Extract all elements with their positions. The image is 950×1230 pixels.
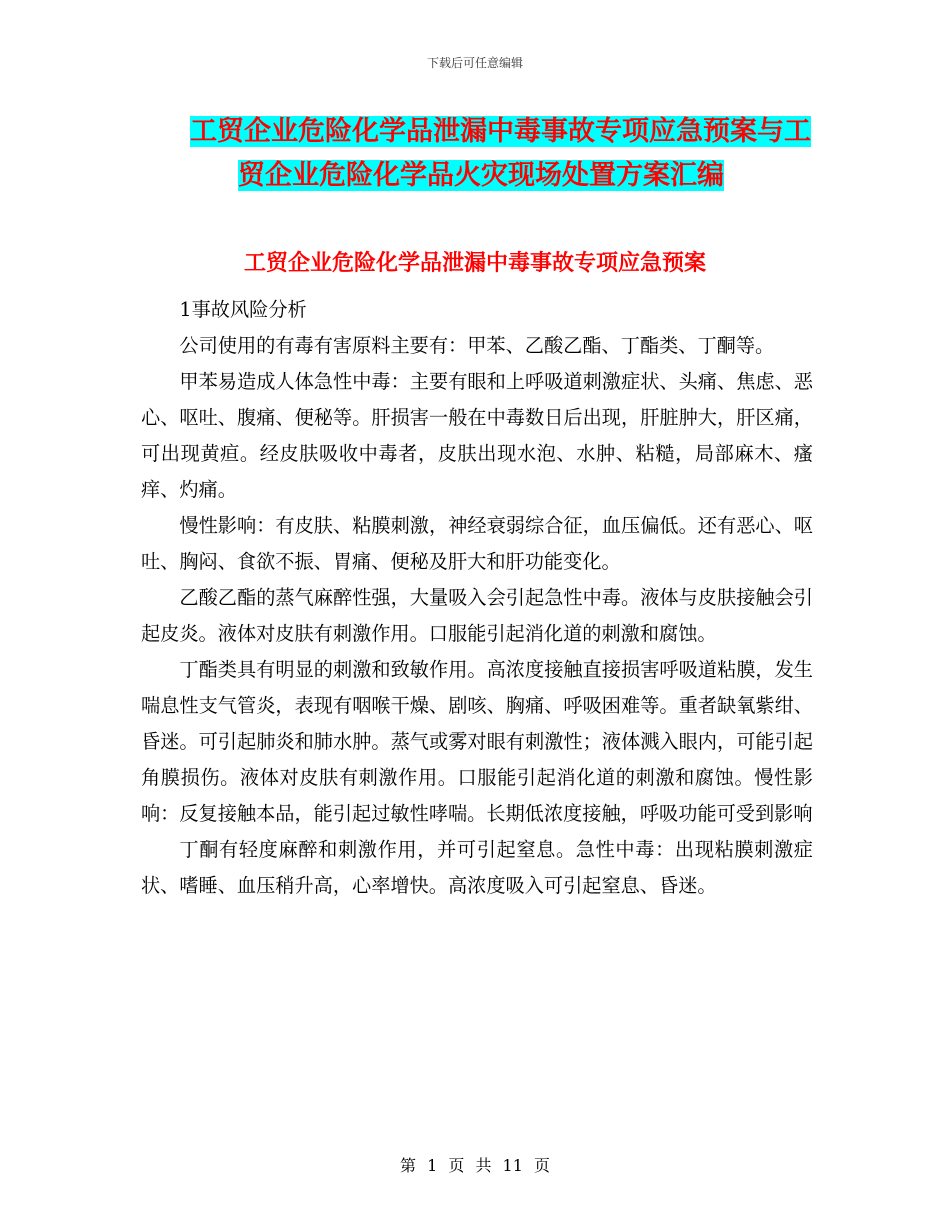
paragraph: 丁酯类具有明显的刺激和致敏作用。高浓度接触直接损害呼吸道粘膜，发生喘息性支气管炎，表现有咽喉干燥、剧咳、胸痛、呼吸困难等。重者缺氧紫绀、昏迷。可引起肺炎和肺水肿。蒸气或雾对眼有刺激性；液体溅入眼内，可能引起角膜损伤。液体对皮肤有刺激作用。口服能引起消化道的刺激和腐蚀。慢性影响：反复接触本品，能引起过敏性哮喘。长期低浓度接触，呼吸功能可受到影响 xyxy=(141,658,813,825)
page-number-footer: 第 1 页 共 11 页 xyxy=(400,1156,550,1175)
document-title-line-2 xyxy=(140,154,830,198)
paragraph: 丁酮有轻度麻醉和刺激作用，并可引起窒息。急性中毒：出现粘膜刺激症状、嗜睡、血压稍升高，心率增快。高浓度吸入可引起窒息、昏迷。 xyxy=(141,838,813,897)
paragraph: 公司使用的有毒有害原料主要有：甲苯、乙酸乙酯、丁酯类、丁酮等。 xyxy=(179,334,775,357)
document-title xyxy=(140,110,830,198)
header-note: 下载后可任意编辑 xyxy=(426,56,523,70)
paragraph: 慢性影响：有皮肤、粘膜刺激，神经衰弱综合征，血压偏低。还有恶心、呕吐、胸闷、食欲不振、胃痛、便秘及肝大和肝功能变化。 xyxy=(141,514,813,573)
paragraph: 乙酸乙酯的蒸气麻醉性强，大量吸入会引起急性中毒。液体与皮肤接触会引起皮炎。液体对皮肤有刺激作用。口服能引起消化道的刺激和腐蚀。 xyxy=(141,586,813,645)
paragraph: 甲苯易造成人体急性中毒：主要有眼和上呼吸道刺激症状、头痛、焦虑、恶心、呕吐、腹痛、便秘等。肝损害一般在中毒数日后出现，肝脏肿大，肝区痛，可出现黄疸。经皮肤吸收中毒者，皮肤出现水泡、水肿、粘糙，局部麻木、瘙痒、灼痛。 xyxy=(141,370,813,501)
document-title-line-1 xyxy=(140,110,830,154)
paragraph-heading-risk-analysis: 1事故风险分析 xyxy=(179,298,307,321)
section-title: 工贸企业危险化学品泄漏中毒事故专项应急预案 xyxy=(243,251,706,276)
title-highlight-2: 贸企业危险化学品火灾现场处置方案汇编 xyxy=(238,160,724,191)
title-highlight-1: 工贸企业危险化学品泄漏中毒事故专项应急预案与工 xyxy=(190,116,811,147)
body-text xyxy=(141,292,813,904)
